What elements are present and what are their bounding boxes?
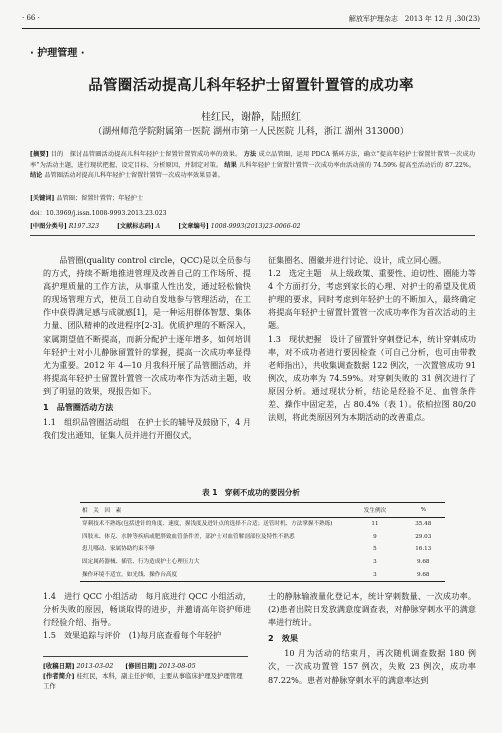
keywords-text: 品管圈；留置针置管；年轻护士 <box>56 195 144 202</box>
row-count: 3 <box>373 559 377 566</box>
footnote <box>43 661 248 691</box>
cause-analysis-table <box>80 502 445 582</box>
header-rule <box>22 28 480 29</box>
row-count: 5 <box>373 546 377 553</box>
author-bio: 桂红民，本科，副主任护师，主要从事临床护理及护理管理工作 <box>43 672 243 690</box>
table-caption: 表 1 穿刺不成功的要因分析 <box>202 488 300 497</box>
header-percent: % <box>402 503 446 518</box>
row-percent: 29.03 <box>415 533 432 540</box>
doc-code: A <box>155 223 161 230</box>
affiliation: （湖州师范学院附属第一医院 湖州市第一人民医院 儿科，浙江 湖州 313000） <box>93 127 409 137</box>
running-header <box>22 14 480 26</box>
section-1-5: 1.5 效果追踪与评价 (1)每月底查看每个年轻护 <box>43 630 222 641</box>
abstract-objective: 目的 探讨品管圈活动提高儿科年轻护士留置针置管成功率的效果。 <box>50 151 242 158</box>
body-column-right-lower <box>268 590 476 687</box>
table-row <box>80 556 445 569</box>
row-count: 11 <box>371 521 379 528</box>
received-label: [收稿日期] <box>43 662 75 670</box>
abstract-conclusion: 品管圈活动对提高儿科年轻护士留置针置管一次成功率效果显著。 <box>44 172 224 179</box>
author-bio-label: [作者简介] <box>43 672 75 680</box>
table-header-row <box>80 503 445 518</box>
row-factor: 患儿哪动、家属协助约束不够 <box>82 546 155 553</box>
row-count: 3 <box>348 568 401 581</box>
intro-paragraph: 品管圈(quality control circle，QCC)是以全员参与的方式，持续不断地推进管理及改善自己的工作场所、提高护理质量的工作方法，从事重人性出发，通过轻松愉快的现场管理方式，使员工自动自发地参与管理活动，在工作中获得满足感与成就感[1]，是一种运用群体智慧、集体力量、团队精神的改进程序[2-3]。优质护理的不断深入，家属期望值不断提高，而新分配护士逐年增多，如何培训年轻护士对小儿静脉留置针的掌握，提高一次成功率显得尤为重要。2012 年 4—10 月我科开展了品管圈活动，并将提高年轻护士留置针置管一次成功率作为活动主题，收到了明显的效果，现报告如下。 <box>43 255 251 396</box>
paragraph-continued-lower: 士的静脉输液量化登记本，统计穿刺数量、一次成功率。(2)患者出院日发放满意度调查表，对静脉穿刺水平的满意率进行统计。 <box>268 591 476 628</box>
revised-label: [修回日期] <box>125 662 157 670</box>
authors: 桂红民，谢静，陆照红 <box>201 112 301 123</box>
doc-code-label: [文献标志码] <box>116 223 154 230</box>
footnote-rule <box>43 656 248 657</box>
section-1-1: 1.1 组织品管圈活动组 在护士长的辅导及鼓励下，4 月我们发出通知，征集人员并进行开圈仪式， <box>43 417 251 441</box>
journal-citation: 解放军护理杂志 2013 年 12 月 ,30(23) <box>348 15 480 23</box>
abstract-result-label: 结果 <box>224 161 237 169</box>
body-column-left <box>43 254 251 442</box>
abstract-conclusion-label: 结论 <box>30 172 43 179</box>
keywords <box>30 194 475 205</box>
row-factor: 穿刺技术不熟练(包括进针的角度、速度，握浅度及进针点的选择不合适；送管时机、方法掌握不熟练) <box>82 521 333 528</box>
paragraph-continued: 征集圈名、圈徽并进行讨论、设计，成立同心圈。 <box>268 255 447 265</box>
abstract-result: 儿科年轻护士留置针置管一次成功率由活动前的 74.59% 提高至活动后的 87.22%。 <box>238 161 476 169</box>
page-number: · 66 · <box>22 14 40 22</box>
article-number: 1008-9993(2013)23-0066-02 <box>210 223 301 230</box>
section-heading-2: 2 效果 <box>268 633 298 644</box>
table-row <box>80 543 445 556</box>
article-title: 品管圈活动提高儿科年轻护士留置针置管的成功率 <box>88 78 414 94</box>
row-count: 9 <box>373 533 377 540</box>
section-1-4: 1.4 进行 QCC 小组活动 每月底进行 QCC 小组活动，分析失败的原因，畅谈取得的进步，并邀请高年资护师进行经验介绍、指导。 <box>43 591 251 628</box>
section-1-3: 1.3 现状把握 设计了留置针穿刺登记本，统计穿刺成功率，对不成功者进行要因检查（可自己分析，也可由带教老师指出），共收集调查数据 122 例次，一次置管成功 91 例次，成功率为 74.59%。对穿刺失败的 31 例次进行了原因分析。通过现状分析，结论是经验不足、血管条件差、操作中固定差，占 80.4%（表 1）。依柏拉图 80/20 法则，将此类原因列为本期活动的改善重点。 <box>268 333 476 423</box>
column-label: · 护理管理 · <box>30 48 85 59</box>
results-paragraph: 10 月为活动的结束月，再次随机调查数据 180 例次，一次成功置管 157 例次，失败 23 例次，成功率 87.22%。患者对静脉穿刺水平的满意率达到 <box>268 648 476 685</box>
body-column-left-lower <box>43 590 251 642</box>
doi: doi：10.3969/j.issn.1008-9993.2013.23.023 <box>30 210 167 217</box>
row-factor: 操作环境不适宜，如光线、操作台高度 <box>80 568 348 581</box>
clc-label: [中图分类号] <box>30 223 67 230</box>
header-factor: 相 关 因 素 <box>80 503 348 518</box>
section-1-2: 1.2 选定主题 从上级政策、重要性、迫切性、圈能力等 4 个方面打分，考虑到家长的心理、对护士的希望及优质护理的要求，同时考虑到年轻护士的不断加入，最终确定将提高年轻护士留置针置管一次成功率作为首次活动的主题。 <box>268 268 476 331</box>
abstract <box>30 150 475 182</box>
row-percent: 9.68 <box>402 568 446 581</box>
keywords-label: [关键词] <box>30 195 55 202</box>
table-row <box>80 568 445 581</box>
header-count: 发生例次 <box>348 503 401 518</box>
row-percent: 9.68 <box>417 559 430 566</box>
table-row <box>80 518 445 531</box>
footnote-author <box>43 671 248 691</box>
abstract-method: 成立品管圈，运用 PDCA 循环方法，确立“提高年轻护士留置针置管一次成功率”为活动主题，进行现状把握、设定目标、分析原因，并制定对策。 <box>30 151 476 169</box>
abstract-label: [摘要] <box>30 151 49 158</box>
body-column-right <box>268 254 476 424</box>
row-percent: 35.48 <box>415 521 432 528</box>
received-date: 2013-03-02 <box>76 662 114 670</box>
section-heading-1: 1 品管圈活动方法 <box>43 402 114 413</box>
footnote-dates <box>43 661 248 671</box>
revised-date: 2013-08-05 <box>158 662 196 670</box>
abstract-rule <box>30 235 475 236</box>
classification <box>30 222 475 233</box>
row-factor: 固定属药器械、插管、行为造成护士心理压力大 <box>82 559 200 566</box>
article-number-label: [文章编号] <box>178 223 209 230</box>
row-factor: 四肢末、体克、水肿等疾病或肥胖致血管条件差，部护士对血管解剖部位及特性不熟悉 <box>82 533 295 540</box>
table-row <box>80 531 445 544</box>
abstract-method-label: 方法 <box>243 151 257 158</box>
row-percent: 16.13 <box>415 546 432 553</box>
clc-code: R197.323 <box>68 223 100 230</box>
